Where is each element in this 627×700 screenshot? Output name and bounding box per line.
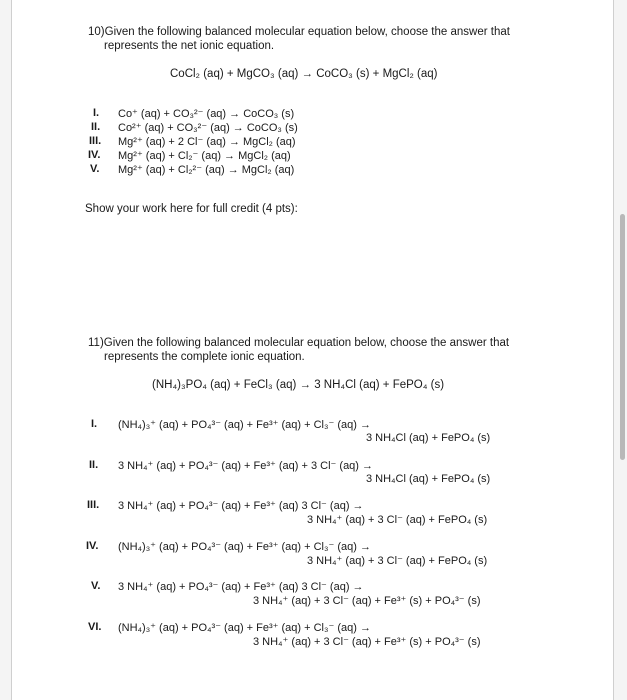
q11-option-line2: 3 NH₄⁺ (aq) + 3 Cl⁻ (aq) + Fe³⁺ (s) + PO₄³⁻ (s) [253,595,481,607]
scrollbar[interactable] [620,214,625,460]
q11-option-line1: (NH₄)₃⁺ (aq) + PO₄³⁻ (aq) + Fe³⁺ (aq) + Cl₃⁻ (aq) → [118,622,371,634]
q11-option-line2: 3 NH₄⁺ (aq) + 3 Cl⁻ (aq) + FePO₄ (s) [307,514,488,526]
q11-option-line2: 3 NH₄⁺ (aq) + 3 Cl⁻ (aq) + FePO₄ (s) [307,555,488,567]
q10-option-number: III. [89,135,102,147]
q10-option-number: II. [91,121,101,133]
q11-option-line1: 3 NH₄⁺ (aq) + PO₄³⁻ (aq) + Fe³⁺ (aq) 3 Cl⁻ (aq) → [118,581,364,593]
q11-option-number: I. [91,418,98,430]
q11-option-line2: 3 NH₄⁺ (aq) + 3 Cl⁻ (aq) + Fe³⁺ (s) + PO₄³⁻ (s) [253,636,481,648]
q11-option-line1: 3 NH₄⁺ (aq) + PO₄³⁻ (aq) + Fe³⁺ (aq) + 3 Cl⁻ (aq) → [118,460,374,472]
q10-option-number: V. [90,163,100,175]
q10-title: 10)Given the following balanced molecular equation below, choose the answer that [88,26,510,38]
q10-option-text: Co⁺ (aq) + CO₃²⁻ (aq) → CoCO₃ (s) [118,108,295,120]
q10-option-text: Co²⁺ (aq) + CO₃²⁻ (aq) → CoCO₃ (s) [118,122,298,134]
q11-option-line2: 3 NH₄Cl (aq) + FePO₄ (s) [366,432,491,444]
q11-option-number: VI. [88,621,102,633]
q10-option-number: IV. [88,149,101,161]
q11-option-number: III. [87,499,100,511]
q11-option-line1: (NH₄)₃⁺ (aq) + PO₄³⁻ (aq) + Fe³⁺ (aq) + Cl₃⁻ (aq) → [118,541,371,553]
q10-option-text: Mg²⁺ (aq) + Cl₂²⁻ (aq) → MgCl₂ (aq) [118,164,295,176]
q11-subtitle: represents the complete ionic equation. [104,351,305,363]
q10-subtitle: represents the net ionic equation. [104,40,275,52]
q11-option-number: IV. [86,540,99,552]
q11-option-line1: (NH₄)₃⁺ (aq) + PO₄³⁻ (aq) + Fe³⁺ (aq) + Cl₃⁻ (aq) → [118,419,371,431]
q10-option-number: I. [93,107,100,119]
q11-option-line1: 3 NH₄⁺ (aq) + PO₄³⁻ (aq) + Fe³⁺ (aq) 3 Cl⁻ (aq) → [118,500,364,512]
q11-title: 11)Given the following balanced molecular equation below, choose the answer that [88,337,510,349]
q11-option-line2: 3 NH₄Cl (aq) + FePO₄ (s) [366,473,491,485]
q10-work-prompt: Show your work here for full credit (4 pts): [85,203,298,215]
q11-option-number: V. [91,580,101,592]
q11-option-number: II. [89,459,99,471]
q10-option-text: Mg²⁺ (aq) + Cl₂⁻ (aq) → MgCl₂ (aq) [118,150,291,162]
q11-equation: (NH₄)₃PO₄ (aq) + FeCl₃ (aq) → 3 NH₄Cl (aq) + FePO₄ (s) [152,379,445,391]
q10-equation: CoCl₂ (aq) + MgCO₃ (aq) → CoCO₃ (s) + MgCl₂ (aq) [170,68,438,80]
q10-option-text: Mg²⁺ (aq) + 2 Cl⁻ (aq) → MgCl₂ (aq) [118,136,296,148]
